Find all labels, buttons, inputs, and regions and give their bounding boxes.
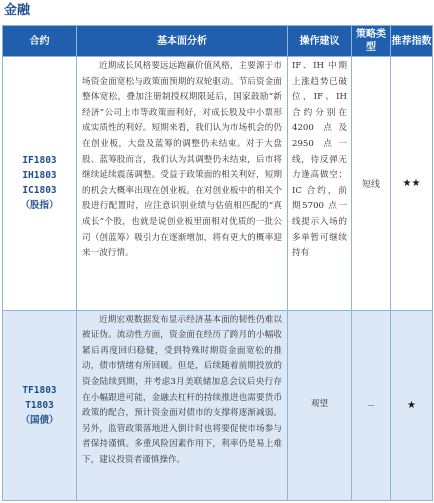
futures-strategy-table	[2, 25, 433, 501]
section-title: 金融	[4, 3, 31, 18]
header-rating: 推荐指数	[391, 26, 433, 57]
contract-category: （股指）	[20, 200, 59, 212]
contract-code: TF1803	[22, 384, 57, 396]
table-header-row	[3, 26, 433, 57]
contract-code: IC1803	[22, 185, 57, 197]
table-row	[3, 310, 433, 500]
header-contract: 合约	[3, 26, 77, 57]
rating-stars: ★	[391, 310, 433, 500]
contract-category: （国债）	[20, 414, 59, 426]
advice-cell: IF、IH 中期上涨趋势已破位，IF、IH 合约分别在4200 点及2950 点一线，待反弹无力逢高做空；IC 合约，前期5700 点一线提示入场的多单暂可继续持有	[288, 57, 352, 311]
strategy-type-cell: 短线	[352, 57, 391, 311]
contract-code: T1803	[25, 399, 54, 411]
contract-cell	[3, 310, 77, 500]
header-advice: 操作建议	[288, 26, 352, 57]
contract-code: IH1803	[22, 170, 57, 182]
contract-code: IF1803	[22, 155, 57, 167]
table-row	[3, 57, 433, 311]
header-strategy-type: 策略类型	[352, 26, 391, 57]
analysis-cell: 近期宏观数据发布显示经济基本面的韧性仍难以被证伪。流动性方面，资金面在经历了跨月的小幅收紧后再度回归稳健，受到特殊时期资金面宽松的推动，债市情绪有所回暖。但是，后续随着前期投放的资金陆续到期，并考虑3月美联储加息会议后央行存在小幅跟进可能，金融去杠杆的持续推进也需要货币政策的配合，预计资金面对债市的支撑将逐渐减弱。另外，监管政策落地进入倒计时也将要促使市场参与者保持谨慎。多重风险因素作用下，利率仍是易上难下，建议投资者谨慎操作。	[77, 310, 288, 500]
contract-cell	[3, 57, 77, 311]
analysis-cell: 近期成长风格要远远跑赢价值风格，主要源于市场资金面宽松与政策面预期的双轮驱动。节后资金面整体宽松，叠加注册制授权期限延后，国家鼓励“新经济”公司上市等政策面利好，对成长股及中小票形成实质性的利好。短期来看，我们认为市场机会的仍在创业板，大盘及蓝筹的调整仍未结束。对于大盘股、蓝筹股而言，我们认为其调整仍未结束，后市将继续延续震荡调整。受益于政策面的相关利好，短期的机会大概率出现在创业板。在对创业板中的相关个股进行配置时，应注意识别业绩与估值相匹配的“真成长”个股，也就是说创业板里面相对优质的一批公司（创蓝筹）吸引力在逐渐增加，将有更大的概率迎来一波行情。	[77, 57, 288, 311]
advice-cell: 观望	[288, 310, 352, 500]
rating-stars: ★★	[391, 57, 433, 311]
header-analysis: 基本面分析	[77, 26, 288, 57]
strategy-type-cell: －	[352, 310, 391, 500]
